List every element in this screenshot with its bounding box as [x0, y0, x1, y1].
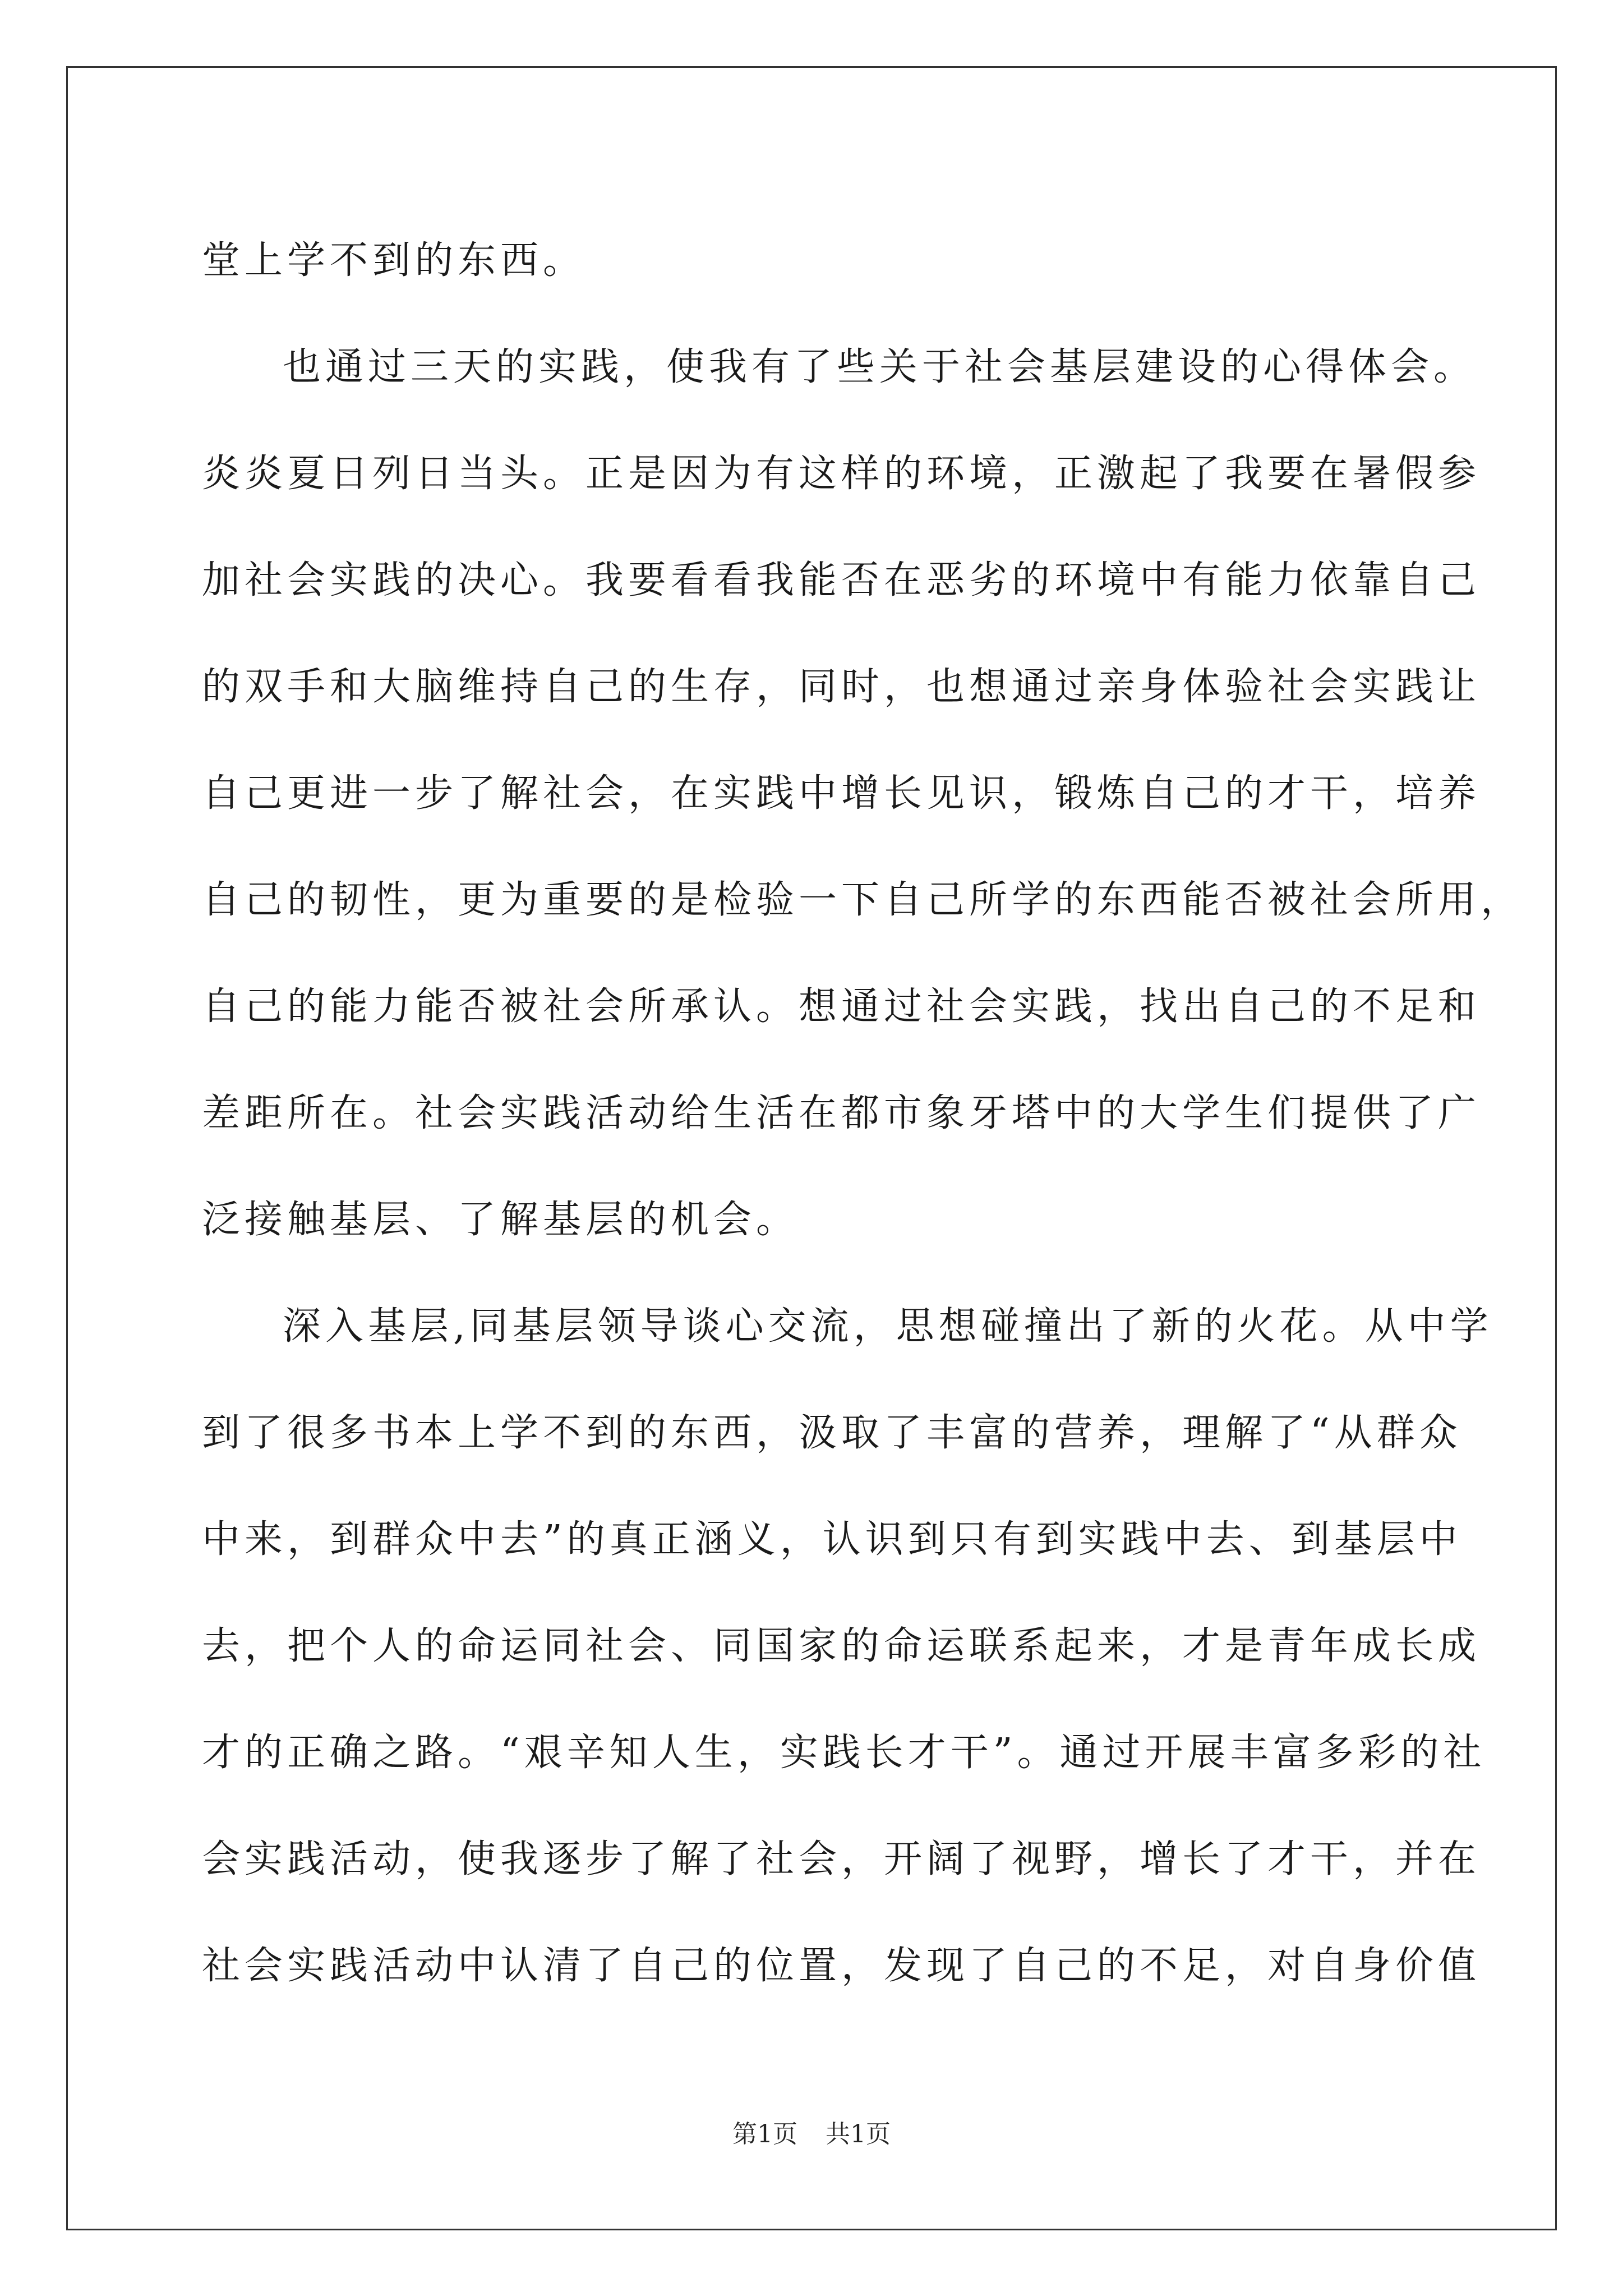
text-line: 泛接触基层、了解基层的机会。	[202, 1198, 799, 1242]
text-line: 加社会实践的决心。我要看看我能否在恶劣的环境中有能力依靠自己	[202, 558, 1481, 602]
text-line: 自己更进一步了解社会，在实践中增长见识，锻炼自己的才干，培养	[202, 771, 1481, 816]
page-number-current: 第1页	[732, 2120, 797, 2148]
text-line: 中来，到群众中去”的真正涵义，认识到只有到实践中去、到基层中	[202, 1517, 1462, 1562]
text-line: 自己的韧性，更为重要的是检验一下自己所学的东西能否被社会所用，	[202, 878, 1524, 922]
page-number-total: 共1页	[826, 2120, 891, 2148]
document-body	[202, 208, 1524, 2019]
text-line: 的双手和大脑维持自己的生存，同时，也想通过亲身体验社会实践让	[202, 665, 1481, 709]
text-line: 炎炎夏日列日当头。正是因为有这样的环境，正激起了我要在暑假参	[202, 452, 1481, 496]
page-footer	[0, 2118, 1623, 2151]
text-line: 社会实践活动中认清了自己的位置，发现了自己的不足，对自身价值	[202, 1944, 1481, 1988]
text-line: 差距所在。社会实践活动给生活在都市象牙塔中的大学生们提供了广	[202, 1091, 1481, 1135]
text-line: 去，把个人的命运同社会、同国家的命运联系起来，才是青年成长成	[202, 1624, 1481, 1668]
text-line: 自己的能力能否被社会所承认。想通过社会实践，找出自己的不足和	[202, 984, 1481, 1029]
text-line: 深入基层,同基层领导谈心交流，思想碰撞出了新的火花。从中学	[283, 1304, 1493, 1349]
text-line: 也通过三天的实践，使我有了些关于社会基层建设的心得体会。	[283, 345, 1477, 389]
text-line: 到了很多书本上学不到的东西，汲取了丰富的营养，理解了“从群众	[202, 1411, 1462, 1455]
text-line: 堂上学不到的东西。	[202, 238, 586, 283]
text-line: 才的正确之路。“艰辛知人生，实践长才干”。通过开展丰富多彩的社	[202, 1731, 1486, 1775]
text-line: 会实践活动，使我逐步了解了社会，开阔了视野，增长了才干，并在	[202, 1837, 1481, 1881]
